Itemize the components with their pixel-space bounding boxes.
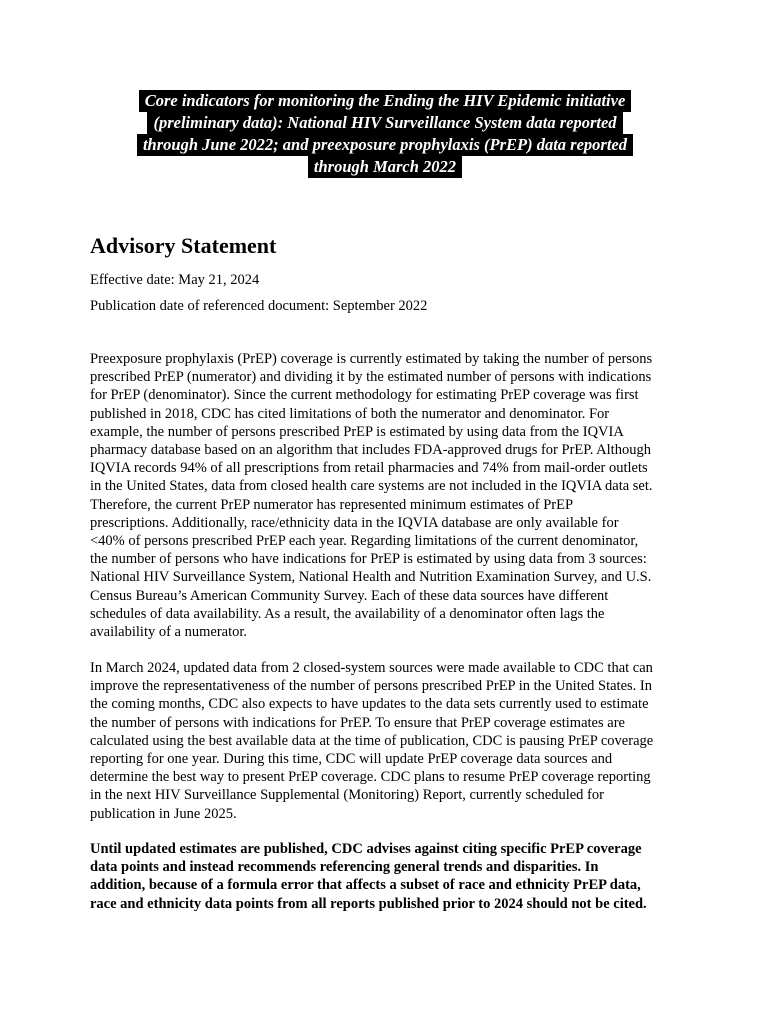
text-line: IQVIA records 94% of all prescriptions from retail pharmacies and 74% from mail-order outlets [90, 460, 648, 477]
title-line-4: through March 2022 [308, 156, 462, 178]
text-line: improve the representativeness of the number of persons prescribed PrEP in the United States. In [90, 678, 652, 695]
text-line: addition, because of a formula error that affects a subset of race and ethnicity PrEP data, [90, 877, 641, 894]
text-line: Until updated estimates are published, CDC advises against citing specific PrEP coverage [90, 841, 642, 857]
text-line: pharmacy database based on an algorithm that includes FDA-approved drugs for PrEP. Although [90, 442, 651, 459]
text-line: Preexposure prophylaxis (PrEP) coverage is currently estimated by taking the number of persons [90, 351, 653, 367]
text-line: example, the number of persons prescribed PrEP is estimated by using data from the IQVIA [90, 423, 624, 440]
publication-date: Publication date of referenced document: September 2022 [90, 298, 428, 314]
paragraph-prep-methodology [90, 350, 680, 641]
advisory-heading: Advisory Statement [90, 233, 277, 258]
text-line: schedules of data availability. As a result, the availability of a denominator often lags the [90, 605, 605, 622]
text-line: <40% of persons prescribed PrEP each year. Regarding limitations of the current denominator, [90, 533, 639, 550]
document-title [120, 90, 650, 178]
text-line: publication in June 2025. [90, 805, 237, 822]
text-line: the number of persons who have indications for PrEP is estimated by using data from 3 sources: [90, 551, 647, 568]
text-line: Census Bureau’s American Community Survey. Each of these data sources have different [90, 587, 609, 604]
title-line-2: (preliminary data): National HIV Surveillance System data reported [147, 112, 622, 134]
text-line: determine the best way to present PrEP coverage. CDC plans to resume PrEP coverage reporting [90, 769, 651, 786]
text-line: data points and instead recommends referencing general trends and disparities. In [90, 859, 599, 876]
paragraph-advisory-notice [90, 840, 680, 913]
paragraph-updated-data [90, 659, 680, 823]
text-line: prescriptions. Additionally, race/ethnicity data in the IQVIA database are only available for [90, 514, 619, 531]
text-line: in the next HIV Surveillance Supplemental (Monitoring) Report, currently scheduled for [90, 787, 604, 804]
effective-date: Effective date: May 21, 2024 [90, 272, 260, 288]
text-line: published in 2018, CDC has cited limitations of both the numerator and denominator. For [90, 405, 610, 422]
text-line: Therefore, the current PrEP numerator has represented minimum estimates of PrEP [90, 496, 574, 513]
text-line: the number of persons with indications for PrEP. To ensure that PrEP coverage estimates are [90, 714, 625, 731]
text-line: for PrEP (denominator). Since the current methodology for estimating PrEP coverage was first [90, 387, 639, 404]
text-line: availability of a numerator. [90, 624, 248, 641]
title-line-1: Core indicators for monitoring the Ending the HIV Epidemic initiative [139, 90, 632, 112]
text-line: race and ethnicity data points from all reports published prior to 2024 should not be cited. [90, 895, 647, 912]
text-line: reporting for one year. During this time, CDC will update PrEP coverage data sources and [90, 751, 613, 768]
text-line: National HIV Surveillance System, National Health and Nutrition Examination Survey, and U.S. [90, 569, 652, 586]
text-line: in the United States, data from closed health care systems are not included in the IQVIA data set. [90, 478, 653, 495]
text-line: prescribed PrEP (numerator) and dividing it by the estimated number of persons with indications [90, 369, 652, 386]
text-line: In March 2024, updated data from 2 closed-system sources were made available to CDC that can [90, 660, 653, 676]
title-line-3: through June 2022; and preexposure prophylaxis (PrEP) data reported [137, 134, 633, 156]
text-line: the coming months, CDC also expects to have updates to the data sets currently used to estimate [90, 696, 649, 713]
text-line: calculated using the best available data at the time of publication, CDC is pausing PrEP coverage [90, 732, 654, 749]
